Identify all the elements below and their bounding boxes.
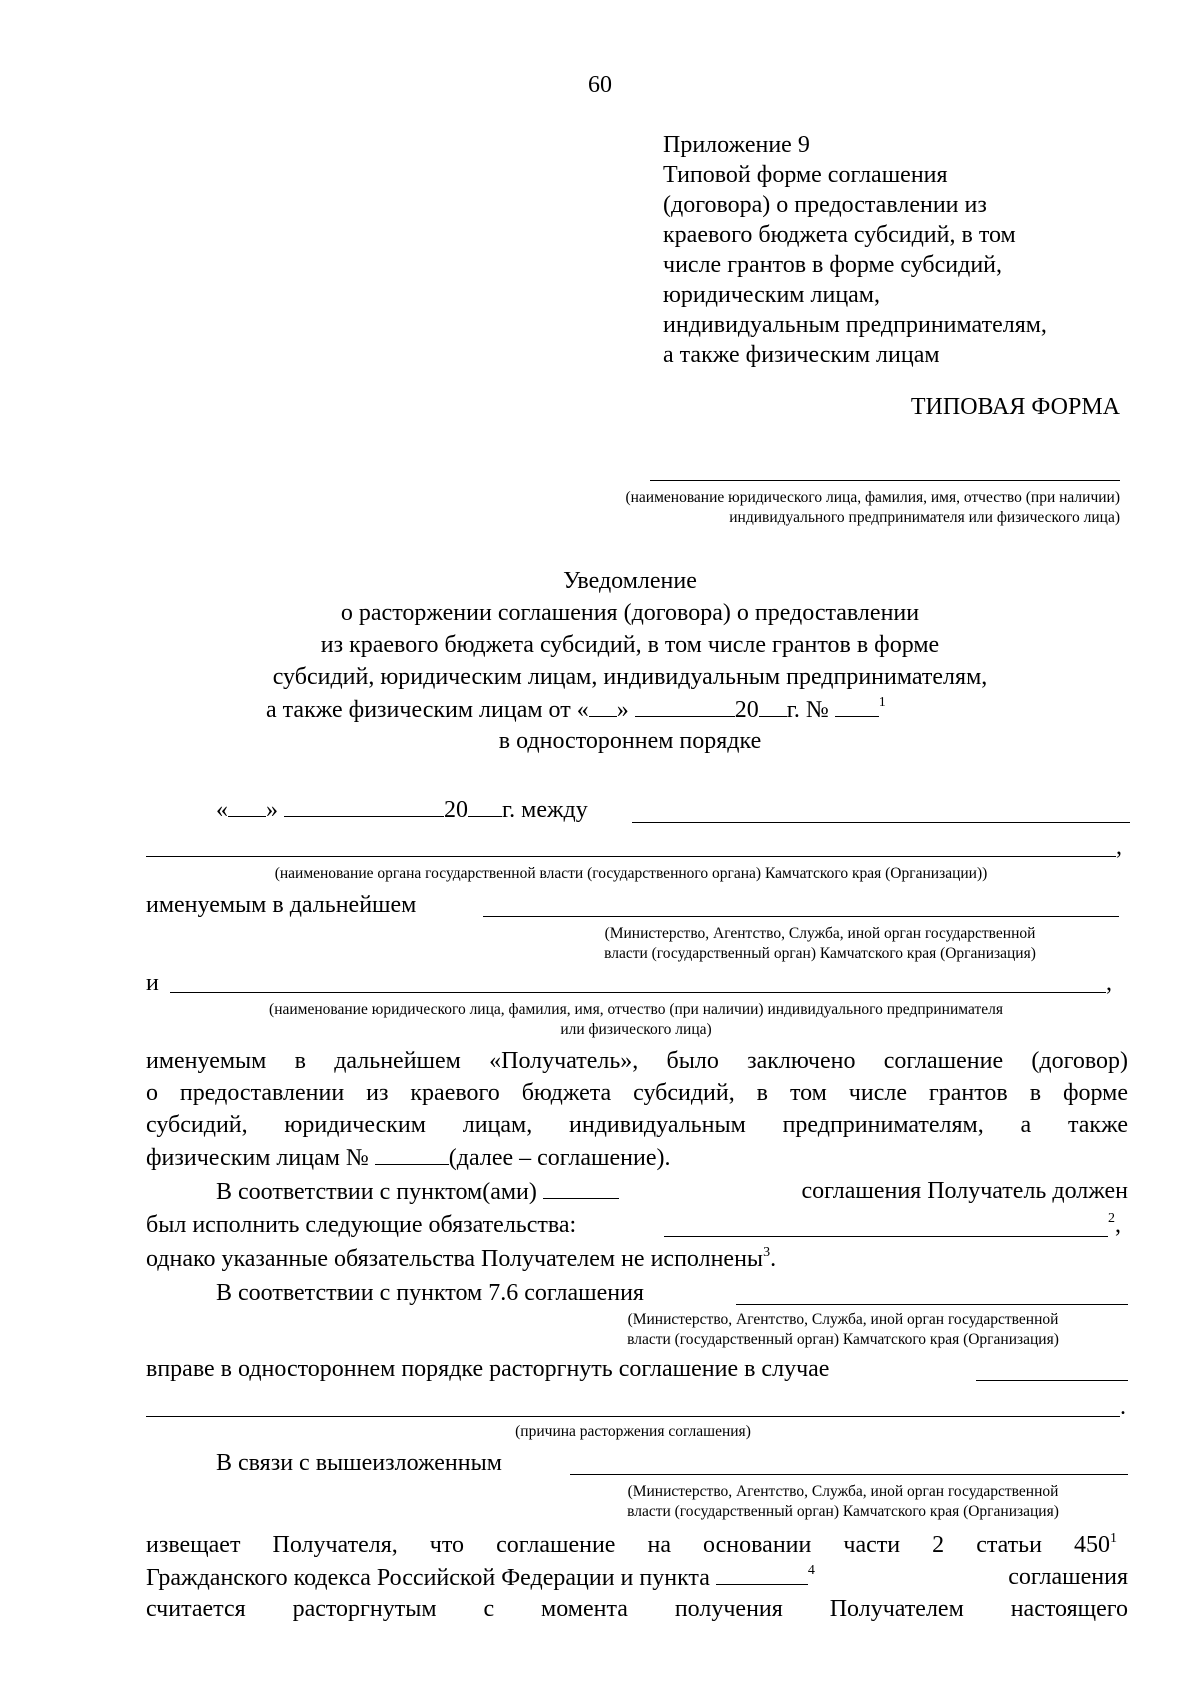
year-blank[interactable] bbox=[468, 794, 502, 817]
para-line: физическим лицам № (далее – соглашение). bbox=[146, 1142, 671, 1173]
para-line: именуемым в дальнейшем «Получатель», было заключено соглашение (договор) bbox=[146, 1048, 1128, 1074]
clause-blank[interactable] bbox=[543, 1176, 619, 1199]
reason-line-2[interactable] bbox=[146, 1416, 1120, 1417]
recipient-name-line[interactable] bbox=[650, 480, 1120, 481]
page-number: 60 bbox=[588, 72, 612, 98]
para-line: В соответствии с пунктом 7.6 соглашения bbox=[216, 1280, 644, 1306]
title-line: Уведомление bbox=[563, 568, 697, 594]
appendix-line: юридическим лицам, bbox=[663, 282, 880, 308]
ministry-caption-2: (Министерство, Агентство, Служба, иной орган государственной власти (государственный орган) Камчатского края (Организация) bbox=[627, 1311, 1059, 1348]
year-blank[interactable] bbox=[759, 694, 787, 717]
para-line: считается расторгнутым с момента получения Получателем настоящего bbox=[146, 1596, 1128, 1622]
ministry-caption: (Министерство, Агентство, Служба, иной орган государственной власти (государственный орган) Камчатского края (Организация) bbox=[604, 925, 1036, 962]
appendix-line: индивидуальным предпринимателям, bbox=[663, 312, 1047, 338]
org-caption: (наименование органа государственной власти (государственного органа) Камчатского края (Организации)) bbox=[274, 865, 988, 882]
and-label: и bbox=[146, 970, 159, 996]
para-line: В связи с вышеизложенным bbox=[216, 1450, 502, 1476]
title-line: о расторжении соглашения (договора) о предоставлении bbox=[340, 600, 920, 626]
para-line: В соответствии с пунктом(ами) соглашения Получатель должен bbox=[216, 1178, 1128, 1205]
appendix-line: Типовой форме соглашения bbox=[663, 162, 948, 188]
para-line: Гражданского кодекса Российской Федерации и пункта $^4$ соглашения bbox=[146, 1563, 1128, 1591]
named-hereafter-label: именуемым в дальнейшем bbox=[146, 892, 417, 918]
title-line: субсидий, юридическим лицам, индивидуальным предпринимателям, bbox=[272, 664, 988, 690]
ministry-line-2[interactable] bbox=[736, 1304, 1128, 1305]
title-line-date: а также физическим лицам от « » 20 г. № $^1$ bbox=[266, 695, 886, 723]
appendix-line: а также физическим лицам bbox=[663, 342, 940, 368]
month-blank[interactable] bbox=[284, 794, 444, 817]
appendix-line: (договора) о предоставлении из bbox=[663, 192, 987, 218]
party-name-line[interactable] bbox=[632, 822, 1130, 823]
ministry-line-3[interactable] bbox=[570, 1474, 1128, 1475]
reason-line[interactable] bbox=[976, 1380, 1128, 1381]
ministry-caption-3: (Министерство, Агентство, Служба, иной орган государственной власти (государственный орган) Камчатского края (Организация) bbox=[627, 1483, 1059, 1520]
title-line: в одностороннем порядке bbox=[498, 728, 762, 754]
para-line: однако указанные обязательства Получателем не исполнены$^3$. bbox=[146, 1245, 777, 1272]
date-between-line: « » 20 г. между bbox=[216, 794, 588, 825]
obligations-line[interactable] bbox=[664, 1236, 1108, 1237]
title-line: из краевого бюджета субсидий, в том числе грантов в форме bbox=[320, 632, 940, 658]
ministry-line[interactable] bbox=[483, 916, 1119, 917]
agreement-number-blank[interactable] bbox=[375, 1142, 449, 1165]
recipient-line[interactable] bbox=[170, 992, 1106, 993]
appendix-line: краевого бюджета субсидий, в том bbox=[663, 222, 1016, 248]
recipient-caption-2: (наименование юридического лица, фамилия, имя, отчество (при наличии) индивидуального предпринимателя или физического лица) bbox=[269, 1001, 1003, 1038]
recipient-caption: (наименование юридического лица, фамилия, имя, отчество (при наличии) индивидуального предпринимателя или физического лица) bbox=[625, 489, 1120, 526]
day-blank[interactable] bbox=[589, 694, 617, 717]
appendix-line: Приложение 9 bbox=[663, 132, 810, 158]
number-blank[interactable] bbox=[835, 694, 879, 717]
para-line: субсидий, юридическим лицам, индивидуальным предпринимателям, а также bbox=[146, 1112, 1128, 1138]
reason-caption: (причина расторжения соглашения) bbox=[515, 1423, 751, 1440]
month-blank[interactable] bbox=[635, 694, 735, 717]
clause-blank-2[interactable] bbox=[716, 1562, 808, 1585]
party-name-line-2[interactable] bbox=[146, 856, 1116, 857]
para-line: вправе в одностороннем порядке расторгнуть соглашение в случае bbox=[146, 1356, 830, 1382]
form-type-label: ТИПОВАЯ ФОРМА bbox=[910, 394, 1120, 420]
appendix-block bbox=[663, 130, 1047, 370]
appendix-line: числе грантов в форме субсидий, bbox=[663, 252, 1003, 278]
para-line: был исполнить следующие обязательства: bbox=[146, 1212, 577, 1238]
para-line: о предоставлении из краевого бюджета субсидий, в том числе грантов в форме bbox=[146, 1080, 1128, 1106]
day-blank[interactable] bbox=[228, 794, 266, 817]
para-line: извещает Получателя, что соглашение на основании части 2 статьи $450^1$ bbox=[146, 1531, 1117, 1558]
